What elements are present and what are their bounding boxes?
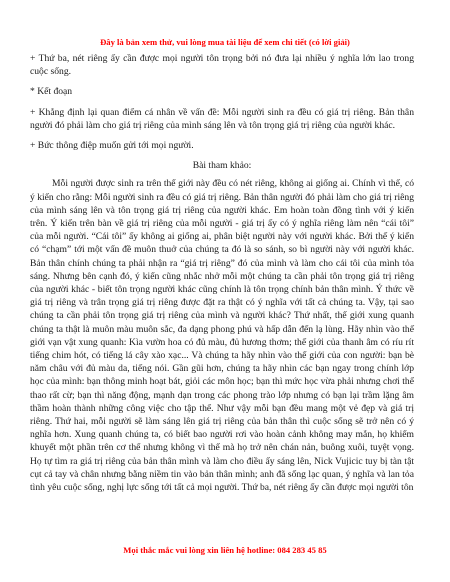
hotline-banner: Mọi thắc mắc vui lòng xin liên hệ hotline: 084 283 45 85 — [123, 545, 327, 555]
preview-notice-banner: Đây là bản xem thử, vui lòng mua tài liệu để xem chi tiết (có lời giải) — [100, 37, 350, 47]
reference-essay: Mỗi người được sinh ra trên thế giới này đều có nét riêng, không ai giống ai. Chính vì thế, có ý kiến cho rằng: Mỗi người sinh ra đều có giá trị riêng. Bản thân người đó phải làm cho giá trị riêng của mình sáng lên và tôn trọng giá trị riêng của người khác. Em hoàn toàn đồng tình với ý kiến trên. Ý kiến trên bàn về giá trị riêng của mỗi người - giá trị ấy có ý nghĩa riêng làm nên “cái tôi” của mỗi người. “Cái tôi” ấy không ai giống ai, phân biệt người này với người khác. Bởi thế ý kiến có “chạm” tới một vấn đề muôn thuở của chúng ta đó là so sánh, so bì người này với người khác. Bản thân chính chúng ta phải nhận ra “giá trị riêng” đó của mình và làm cho cái tôi của mình tỏa sáng. Nhưng bên cạnh đó, ý kiến cũng nhắc nhở mỗi một chúng ta cần phải tôn trọng giá trị riêng của người khác - biết tôn trọng người khác cũng chính là tôn trọng chính bản thân mình. Ý thức về giá trị riêng và trân trọng giá trị riêng được đặt ra thật có ý nghĩa với tất cả chúng ta. Vậy, tại sao chúng ta cần phải tôn trọng giá trị riêng của mình và người khác? Thứ nhất, thế giới xung quanh chúng ta thật là muôn màu muôn sắc, đa dạng phong phú và hấp dẫn đến lạ lùng. Hãy nhìn vào thế giới vạn vật xung quanh: Kìa vườn hoa có đủ màu, đủ hương thơm; thế giới của thanh âm có ríu rít tiếng chim hót, có tiếng lá cây xào xạc... Và chúng ta hãy nhìn vào thế giới của con người: bạn bè năm châu với đủ màu da, tiếng nói. Gần gũi hơn, chúng ta hãy nhìn các bạn ngay trong chính lớp học của mình: bạn thông minh hoạt bát, giỏi các môn học; bạn thì mức học vừa phải nhưng chơi thể thao rất cừ; bạn thì năng động, mạnh dạn trong các phong trào lớp nhưng có bạn lại trầm lặng âm thầm hoàn thành những công việc cho tập thể. Như vậy mỗi bạn đều mang một vẻ đẹp và giá trị riêng. Thứ hai, mỗi người sẽ làm sáng lên giá trị riêng của bản thân thì cuộc sống sẽ trở nên có ý nghĩa hơn. Xung quanh chúng ta, có biết bao người rơi vào hoàn cảnh không may mắn, họ khiếm khuyết một phần trên cơ thể nhưng không vì thế mà họ trở nên chán nản, buông xuôi, tuyệt vọng. Họ tự tìm ra giá trị riêng của bản thân mình và làm cho điều ấy sáng lên, Nick Vujicic tuy bị tàn tật cụt cả tay và chân nhưng bằng niềm tin vào bản thân mình; anh đã sống lạc quan, ý nghĩa và lan tỏa tình yêu cuộc sống, nghị lực sống tới tất cả mọi người. Thứ ba, nét riêng ấy cần được mọi người tôn — [30, 178, 414, 494]
paragraph-conclusion-heading: * Kết đoạn — [30, 86, 73, 98]
paragraph-third-point: + Thứ ba, nét riêng ấy cần được mọi người tôn trọng bởi nó đưa lại nhiều ý nghĩa lớn lao trong cuộc sống. — [30, 53, 414, 78]
paragraph-affirm-view: + Khẳng định lại quan điểm cá nhân về vấn đề: Mỗi người sinh ra đều có giá trị riêng. Bản thân người đó phải làm cho giá trị riêng của mình sáng lên và tôn trọng giá trị riêng của người khác. — [30, 106, 414, 131]
document-body — [30, 52, 414, 494]
paragraph-message: + Bức thông điệp muốn gửi tới mọi người. — [30, 140, 194, 152]
reference-title: Bài tham khảo: — [192, 160, 252, 172]
